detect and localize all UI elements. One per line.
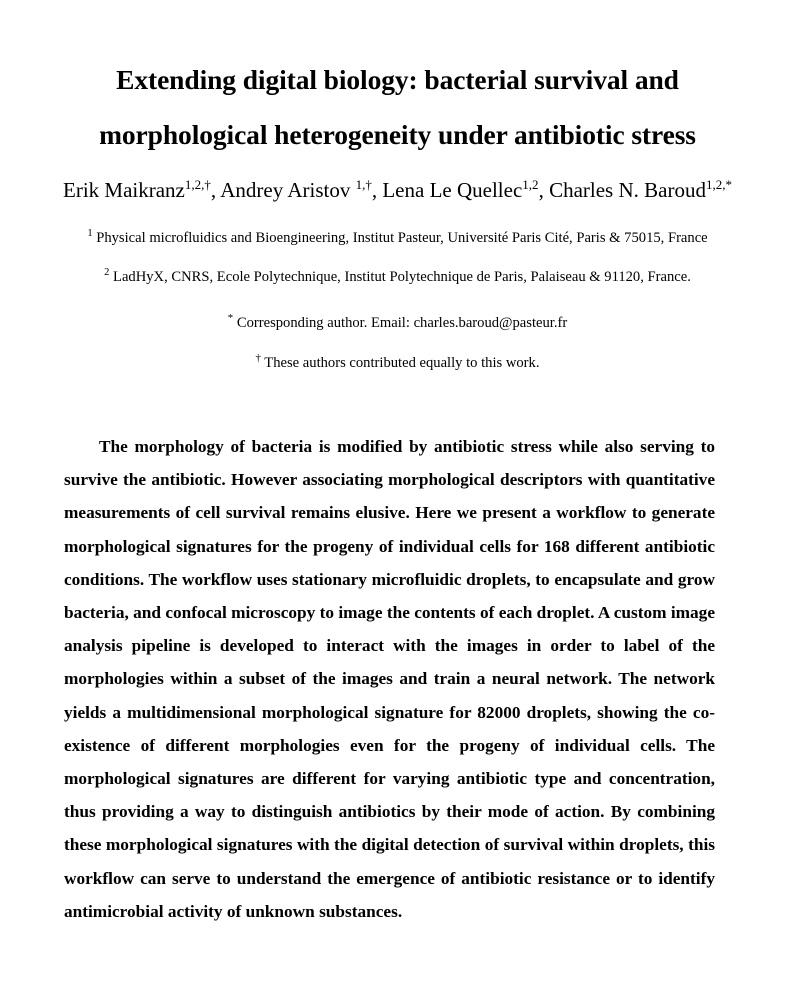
author-name: Lena Le Quellec — [382, 178, 523, 202]
affiliation-marker: 1 — [87, 227, 93, 239]
abstract-paragraph: The morphology of bacteria is modified by antibiotic stress while also serving to survive the antibiotic. However associating morphological descriptors with quantitative measurements of cell survival remains elusive. Here we present a workflow to generate morphological signatures for the progeny of individual cells for 168 different antibiotic conditions. The workflow uses stationary microfluidic droplets, to encapsulate and grow bacteria, and confocal microscopy to image the contents of each droplet. A custom image analysis pipeline is developed to interact with the images in order to label of the morphologies within a subset of the images and train a neural network. The network yields a multidimensional morphological signature for 82000 droplets, showing the co-existence of different morphologies even for the progeny of individual cells. The morphological signatures are different for varying antibiotic type and concentration, thus providing a way to distinguish antibiotics by their mode of action. By combining these morphological signatures with the digital detection of survival within droplets, this workflow can serve to understand the emergence of antibiotic resistance or to identify antimicrobial activity of unknown substances. — [64, 437, 715, 921]
footnote-text: Corresponding author. Email: charles.baroud@pasteur.fr — [236, 315, 568, 331]
author-list — [22, 175, 773, 205]
affiliation-marker: 2 — [104, 266, 110, 278]
author-entry — [549, 178, 732, 202]
footnote-text: These authors contributed equally to this work. — [264, 355, 540, 371]
affiliation-1 — [22, 228, 773, 248]
footnote-marker: † — [255, 352, 261, 365]
footnote-corresponding-author — [22, 313, 773, 333]
author-separator: , — [538, 178, 550, 202]
author-affiliation-marks: 1,2 — [522, 176, 539, 192]
author-affiliation-marks: 1,† — [355, 176, 372, 192]
author-entry — [382, 178, 538, 202]
footnote-equal-contribution — [22, 353, 773, 373]
author-name: Andrey Aristov — [220, 178, 356, 202]
author-affiliation-marks: 1,2,† — [184, 176, 211, 192]
author-name: Charles N. Baroud — [549, 178, 706, 202]
author-entry — [220, 178, 372, 202]
affiliation-2 — [22, 267, 773, 287]
affiliation-text: LadHyX, CNRS, Ecole Polytechnique, Institut Polytechnique de Paris, Palaiseau & 91120, France. — [113, 269, 691, 285]
author-affiliation-marks: 1,2,* — [705, 176, 732, 192]
abstract — [64, 430, 715, 928]
author-separator: , — [371, 178, 383, 202]
title-line-2: morphological heterogeneity under antibiotic stress — [99, 119, 696, 151]
title-line-1: Extending digital biology: bacterial survival and — [116, 64, 679, 96]
footnote-marker: * — [227, 312, 234, 325]
author-separator: , — [210, 178, 221, 202]
author-name: Erik Maikranz — [63, 178, 185, 202]
page-title — [28, 52, 767, 162]
affiliation-text: Physical microfluidics and Bioengineering, Institut Pasteur, Université Paris Cité, Paris & 75015, France — [96, 230, 708, 246]
author-entry — [63, 178, 211, 202]
